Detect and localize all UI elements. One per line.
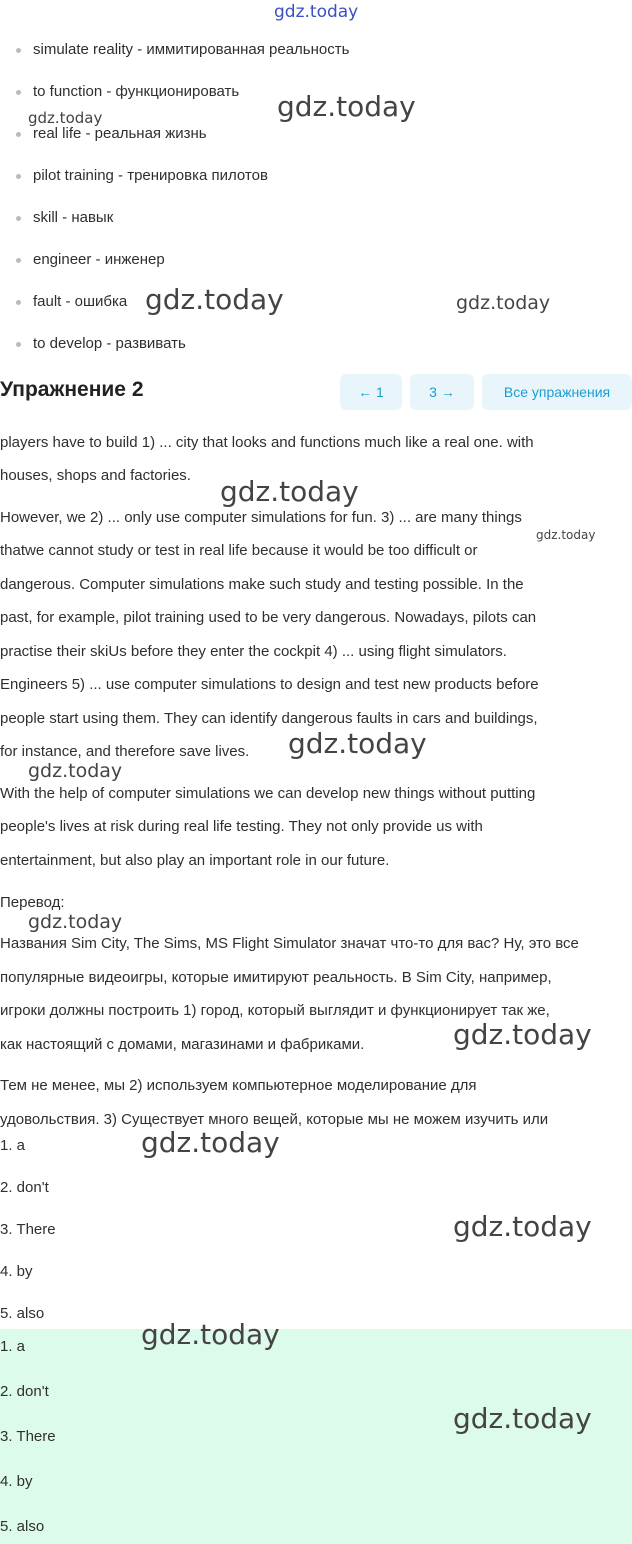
translation-heading: Перевод: [0,894,65,911]
text-line: However, we 2) ... only use computer simulations for fun. 3) ... are many things [0,509,522,526]
text-line: for instance, and therefore save lives. [0,743,250,760]
bullet-icon [16,90,21,95]
text-line: past, for example, pilot training used to be very dangerous. Nowadays, pilots can [0,609,537,626]
watermark: gdz.today [453,1210,592,1243]
text-line: dangerous. Computer simulations make such study and testing possible. In the [0,576,524,593]
text-line: Engineers 5) ... use computer simulations to design and test new products before [0,676,539,693]
vocab-item: simulate reality - иммитированная реальность [33,41,350,58]
all-exercises-label: Все упражнения [503,384,611,400]
next-exercise-label: 3 [429,384,437,400]
watermark: gdz.today [277,90,416,123]
text-line: practise their skiUs before they enter the cockpit 4) ... using flight simulators. [0,643,507,660]
vocab-item: fault - ошибка [33,293,128,310]
answer-item: 5. also [0,1305,45,1322]
text-line: Названия Sim City, The Sims, MS Flight Simulator значат что-то для вас? Ну, это все [0,935,579,952]
bullet-icon [16,132,21,137]
text-line: как настоящий с домами, магазинами и фабриками. [0,1036,365,1053]
watermark: gdz.today [456,292,551,314]
text-line: people start using them. They can identify dangerous faults in cars and buildings, [0,710,538,727]
watermark: gdz.today [141,1126,280,1159]
next-exercise-button[interactable] [410,374,474,410]
vocab-item: real life - реальная жизнь [33,125,207,142]
text-line: thatwe cannot study or test in real life because it would be too difficult or [0,542,478,559]
answers-highlight-box [0,1329,632,1544]
answer-item: 4. by [0,1473,33,1490]
prev-exercise-label: 1 [376,384,384,400]
watermark: gdz.today [220,475,359,508]
logo-watermark: gdz.today [274,2,359,22]
vocab-item: skill - навык [33,209,114,226]
answer-item: 1. a [0,1137,26,1154]
text-line: игроки должны построить 1) город, который выглядит и функционирует так же, [0,1002,550,1019]
watermark: gdz.today [28,109,103,127]
text-line: players have to build 1) ... city that looks and functions much like a real one. with [0,434,534,451]
arrow-right-icon: → [440,384,455,400]
bullet-icon [16,342,21,347]
watermark: gdz.today [453,1018,592,1051]
text-line: удовольствия. 3) Существует много вещей, которые мы не можем изучить или [0,1111,549,1128]
watermark: gdz.today [141,1318,280,1351]
bullet-icon [16,258,21,263]
answer-item: 3. There [0,1428,56,1445]
answer-item: 1. a [0,1338,26,1355]
answer-item: 4. by [0,1263,33,1280]
exercise-title: Упражнение 2 [0,378,144,401]
watermark: gdz.today [28,911,123,933]
vocab-item: to develop - развивать [33,335,186,352]
watermark: gdz.today [453,1402,592,1435]
watermark: gdz.today [536,528,596,542]
answer-item: 5. also [0,1518,45,1535]
vocab-item: pilot training - тренировка пилотов [33,167,268,184]
text-line: entertainment, but also play an important role in our future. [0,852,390,869]
watermark: gdz.today [288,727,427,760]
answer-item: 2. don't [0,1179,49,1196]
watermark: gdz.today [28,760,123,782]
all-exercises-button[interactable] [482,374,632,410]
answer-item: 3. There [0,1221,56,1238]
bullet-icon [16,48,21,53]
prev-exercise-button[interactable] [340,374,402,410]
watermark: gdz.today [145,283,284,316]
bullet-icon [16,216,21,221]
bullet-icon [16,174,21,179]
text-line: houses, shops and factories. [0,467,191,484]
vocab-item: to function - функционировать [33,83,240,100]
text-line: Тем не менее, мы 2) используем компьютерное моделирование для [0,1077,477,1094]
text-line: популярные видеоигры, которые имитируют реальность. В Sim City, например, [0,969,552,986]
text-line: With the help of computer simulations we can develop new things without putting [0,785,536,802]
answer-item: 2. don't [0,1383,49,1400]
arrow-left-icon: ← [358,384,373,400]
bullet-icon [16,300,21,305]
vocab-item: engineer - инженер [33,251,165,268]
text-line: people's lives at risk during real life testing. They not only provide us with [0,818,483,835]
